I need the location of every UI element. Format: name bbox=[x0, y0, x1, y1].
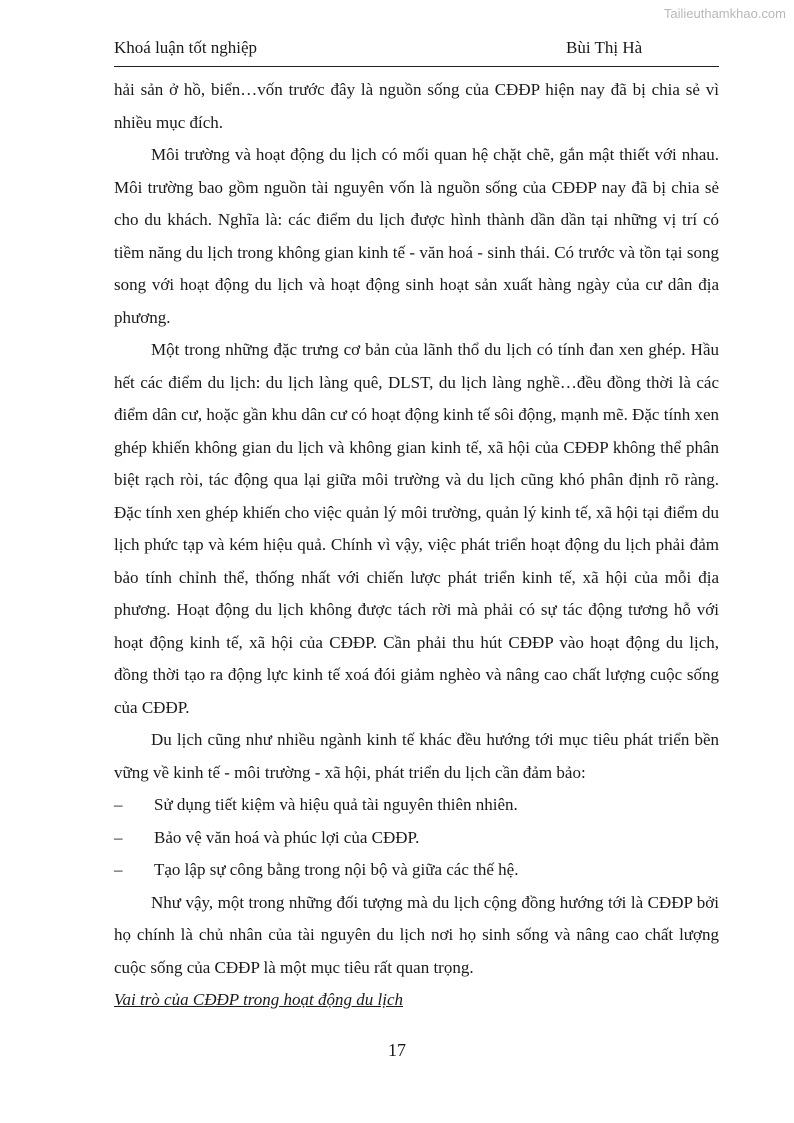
dash-bullet: – bbox=[114, 860, 123, 879]
paragraph: Môi trường và hoạt động du lịch có mối quan hệ chặt chẽ, gắn mật thiết với nhau. Môi trường bao gồm nguồn tài nguyên vốn là nguồn sống của CĐĐP nay đã bị chia sẻ cho du khách. Nghĩa là: các điểm du lịch được hình thành dần dần tại những vị trí có tiềm năng du lịch trong không gian kinh tế - văn hoá - sinh thái. Có trước và tồn tại song song với hoạt động du lịch và hoạt động sinh hoạt sản xuất hàng ngày của cư dân địa phương. bbox=[114, 145, 719, 327]
list-item bbox=[114, 854, 719, 887]
list-item-text: Tạo lập sự công bằng trong nội bộ và giữa các thế hệ. bbox=[154, 860, 519, 879]
watermark: Tailieuthamkhao.com bbox=[663, 6, 786, 21]
list-item-text: Sử dụng tiết kiệm và hiệu quả tài nguyên thiên nhiên. bbox=[154, 795, 518, 814]
header-author: Bùi Thị Hà bbox=[566, 38, 643, 57]
header-title: Khoá luận tốt nghiệp bbox=[114, 38, 258, 57]
page-number: 17 bbox=[388, 1040, 406, 1060]
paragraph: hải sản ở hồ, biển…vốn trước đây là nguồn sống của CĐĐP hiện nay đã bị chia sẻ vì nhiều mục đích. bbox=[114, 80, 719, 132]
paragraph: Du lịch cũng như nhiều ngành kinh tế khác đều hướng tới mục tiêu phát triển bền vững về kinh tế - môi trường - xã hội, phát triển du lịch cần đảm bảo: bbox=[114, 730, 719, 782]
document-body bbox=[114, 74, 719, 1017]
list-item bbox=[114, 822, 719, 855]
list-item-text: Bảo vệ văn hoá và phúc lợi của CĐĐP. bbox=[154, 827, 420, 847]
section-heading: Vai trò của CĐĐP trong hoạt động du lịch bbox=[114, 990, 403, 1009]
dash-bullet: – bbox=[114, 827, 123, 847]
page-header bbox=[114, 38, 719, 67]
dash-bullet: – bbox=[114, 795, 123, 814]
list-item bbox=[114, 789, 719, 822]
paragraph: Một trong những đặc trưng cơ bản của lãnh thổ du lịch có tính đan xen ghép. Hầu hết các điểm du lịch: du lịch làng quê, DLST, du lịch làng nghề…đều đồng thời là các điểm dân cư, hoặc gần khu dân cư có hoạt động kinh tế sôi động, mạnh mẽ. Đặc tính xen ghép khiến không gian du lịch và không gian kinh tế, xã hội của CĐĐP không thể phân biệt rạch ròi, tác động qua lại giữa môi trường và du lịch cũng khó phân định rõ ràng. Đặc tính xen ghép khiến cho việc quản lý môi trường, quản lý kinh tế, xã hội tại điểm du lịch phức tạp và kém hiệu quả. Chính vì vậy, việc phát triển hoạt động du lịch phải đảm bảo tính chỉnh thể, thống nhất với chiến lược phát triển kinh tế, xã hội của mỗi địa phương. Hoạt động du lịch không được tách rời mà phải có sự tác động tương hỗ với hoạt động kinh tế, xã hội của CĐĐP. Cần phải thu hút CĐĐP vào hoạt động du lịch, đồng thời tạo ra động lực kinh tế xoá đói giảm nghèo và nâng cao chất lượng cuộc sống của CĐĐP. bbox=[114, 340, 719, 717]
paragraph: Như vậy, một trong những đối tượng mà du lịch cộng đồng hướng tới là CĐĐP bởi họ chính là chủ nhân của tài nguyên du lịch nơi họ sinh sống và nâng cao chất lượng cuộc sống của CĐĐP là một mục tiêu rất quan trọng. bbox=[114, 892, 719, 977]
